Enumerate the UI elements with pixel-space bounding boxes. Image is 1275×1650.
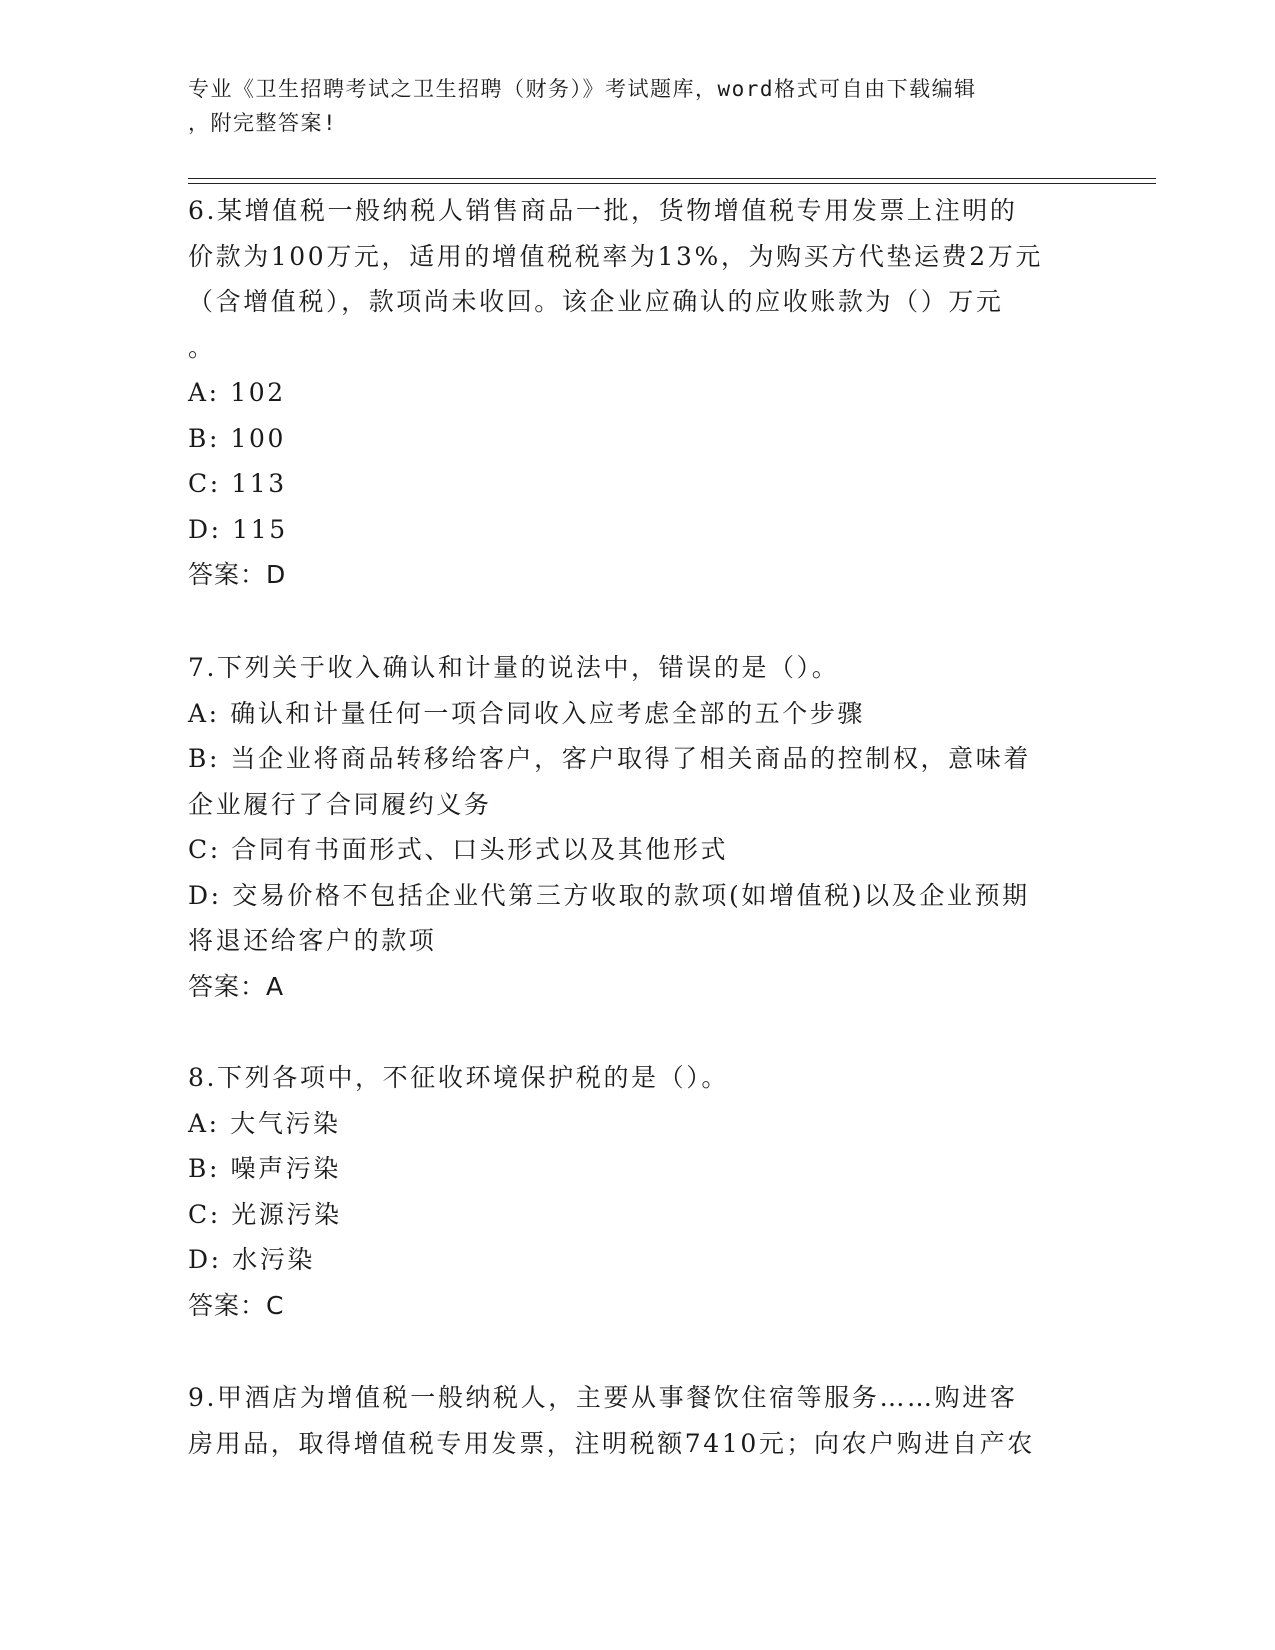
option-b-continued: 企业履行了合同履约义务 — [188, 789, 492, 819]
option-b: B: 当企业将商品转移给客户，客户取得了相关商品的控制权，意味着 — [188, 744, 1031, 773]
option-a: A: 大气污染 — [188, 1108, 341, 1138]
answer: 答案：C — [188, 1290, 285, 1320]
document-header — [188, 72, 1088, 140]
option-c: C: 113 — [188, 469, 287, 498]
answer: 答案：A — [188, 971, 285, 1001]
question-9 — [188, 1375, 1088, 1466]
question-6 — [188, 188, 1088, 598]
option-d: D: 115 — [188, 514, 288, 544]
question-7 — [188, 645, 1088, 1009]
answer: 答案：D — [188, 560, 287, 589]
header-divider-top — [188, 178, 1156, 179]
option-a: A: 确认和计量任何一项合同收入应考虑全部的五个步骤 — [188, 698, 866, 728]
question-text: 。 — [188, 332, 216, 362]
question-text: 9.甲酒店为增值税一般纳税人，主要从事餐饮住宿等服务……购进客 — [188, 1383, 1018, 1412]
question-text: 房用品，取得增值税专用发票，注明税额7410元；向农户购进自产农 — [188, 1428, 1035, 1458]
header-line-2: ，附完整答案! — [188, 111, 338, 135]
question-text: 7.下列关于收入确认和计量的说法中，错误的是（）。 — [188, 653, 840, 682]
option-b: B: 100 — [188, 423, 287, 453]
question-text: 8.下列各项中，不征收环境保护税的是（）。 — [188, 1063, 729, 1092]
question-8 — [188, 1055, 1088, 1328]
option-d-continued: 将退还给客户的款项 — [188, 926, 437, 955]
header-divider-bottom — [188, 183, 1156, 184]
option-d: D: 水污染 — [188, 1245, 316, 1274]
option-a: A: 102 — [188, 378, 286, 407]
question-text: 6.某增值税一般纳税人销售商品一批，货物增值税专用发票上注明的 — [188, 196, 1018, 225]
question-text: （含增值税），款项尚未收回。该企业应确认的应收账款为（）万元 — [188, 287, 1004, 316]
question-text: 价款为100万元，适用的增值税税率为13%，为购买方代垫运费2万元 — [188, 241, 1043, 271]
option-c: C: 合同有书面形式、口头形式以及其他形式 — [188, 835, 729, 864]
header-line-1: 专业《卫生招聘考试之卫生招聘（财务）》考试题库，word格式可自由下载编辑 — [188, 77, 977, 101]
option-c: C: 光源污染 — [188, 1199, 342, 1229]
option-d: D: 交易价格不包括企业代第三方收取的款项(如增值税)以及企业预期 — [188, 880, 1030, 910]
option-b: B: 噪声污染 — [188, 1154, 341, 1183]
